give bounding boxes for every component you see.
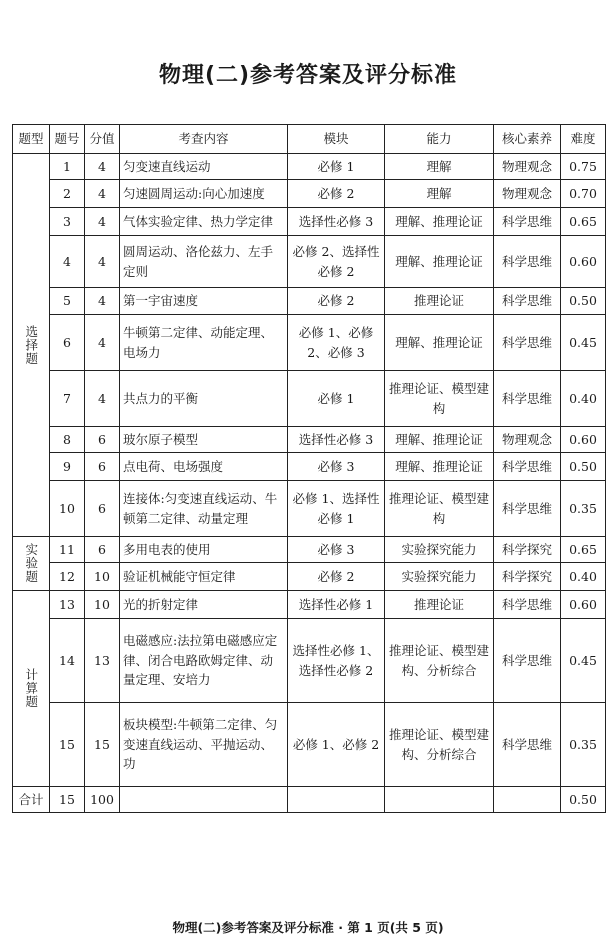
question-module: 必修 1、选择性必修 1 xyxy=(288,481,385,537)
question-module: 必修 2 xyxy=(288,288,385,315)
question-difficulty: 0.60 xyxy=(561,591,606,619)
question-score: 6 xyxy=(85,427,120,453)
question-number: 14 xyxy=(50,619,85,703)
question-literacy: 科学思维 xyxy=(494,619,561,703)
question-number: 13 xyxy=(50,591,85,619)
question-number: 7 xyxy=(50,371,85,427)
question-content: 玻尔原子模型 xyxy=(120,427,288,453)
question-content: 连接体:匀变速直线运动、牛顿第二定律、动量定理 xyxy=(120,481,288,537)
page-title: 物理(二)参考答案及评分标准 xyxy=(158,63,458,88)
question-module: 必修 2 xyxy=(288,563,385,591)
total-score: 100 xyxy=(85,787,120,813)
total-row xyxy=(13,787,606,813)
question-content: 光的折射定律 xyxy=(120,591,288,619)
table-row xyxy=(13,563,606,591)
question-content: 匀变速直线运动 xyxy=(120,154,288,180)
question-content: 多用电表的使用 xyxy=(120,537,288,563)
scoring-table xyxy=(12,124,606,813)
question-module: 选择性必修 1 xyxy=(288,591,385,619)
question-content: 验证机械能守恒定律 xyxy=(120,563,288,591)
table-row xyxy=(13,427,606,453)
table-row xyxy=(13,481,606,537)
question-literacy: 科学思维 xyxy=(494,208,561,236)
question-score: 4 xyxy=(85,288,120,315)
question-ability: 实验探究能力 xyxy=(385,537,494,563)
question-ability: 理解、推理论证 xyxy=(385,427,494,453)
question-number: 12 xyxy=(50,563,85,591)
table-row xyxy=(13,453,606,481)
question-number: 9 xyxy=(50,453,85,481)
total-difficulty: 0.50 xyxy=(561,787,606,813)
question-score: 4 xyxy=(85,154,120,180)
question-literacy: 物理观念 xyxy=(494,427,561,453)
total-module xyxy=(288,787,385,813)
question-difficulty: 0.50 xyxy=(561,288,606,315)
question-number: 5 xyxy=(50,288,85,315)
question-number: 2 xyxy=(50,180,85,208)
table-header-row xyxy=(13,125,606,154)
question-content: 气体实验定律、热力学定律 xyxy=(120,208,288,236)
question-number: 8 xyxy=(50,427,85,453)
header-type: 题型 xyxy=(13,125,50,154)
page-footer: 物理(二)参考答案及评分标准 · 第 1 页(共 5 页) xyxy=(172,920,444,935)
question-module: 选择性必修 1、选择性必修 2 xyxy=(288,619,385,703)
question-ability: 推理论证、模型建构、分析综合 xyxy=(385,619,494,703)
question-difficulty: 0.45 xyxy=(561,619,606,703)
question-module: 选择性必修 3 xyxy=(288,208,385,236)
question-number: 11 xyxy=(50,537,85,563)
header-content: 考查内容 xyxy=(120,125,288,154)
question-literacy: 科学思维 xyxy=(494,236,561,288)
total-label: 合计 xyxy=(13,787,50,813)
total-ability xyxy=(385,787,494,813)
question-module: 选择性必修 3 xyxy=(288,427,385,453)
question-module: 必修 3 xyxy=(288,453,385,481)
question-literacy: 物理观念 xyxy=(494,154,561,180)
question-score: 6 xyxy=(85,537,120,563)
question-difficulty: 0.60 xyxy=(561,236,606,288)
question-score: 6 xyxy=(85,453,120,481)
question-literacy: 科学思维 xyxy=(494,288,561,315)
table-row xyxy=(13,180,606,208)
question-content: 共点力的平衡 xyxy=(120,371,288,427)
table-row xyxy=(13,371,606,427)
question-score: 6 xyxy=(85,481,120,537)
table-row xyxy=(13,208,606,236)
question-module: 必修 3 xyxy=(288,537,385,563)
total-content xyxy=(120,787,288,813)
table-row xyxy=(13,236,606,288)
header-module: 模块 xyxy=(288,125,385,154)
question-content: 圆周运动、洛伦兹力、左手定则 xyxy=(120,236,288,288)
question-difficulty: 0.35 xyxy=(561,703,606,787)
table-row xyxy=(13,591,606,619)
question-number: 4 xyxy=(50,236,85,288)
question-literacy: 科学思维 xyxy=(494,703,561,787)
question-module: 必修 1、必修 2、必修 3 xyxy=(288,315,385,371)
question-ability: 实验探究能力 xyxy=(385,563,494,591)
question-number: 3 xyxy=(50,208,85,236)
question-difficulty: 0.75 xyxy=(561,154,606,180)
question-difficulty: 0.40 xyxy=(561,371,606,427)
question-literacy: 科学探究 xyxy=(494,563,561,591)
question-score: 4 xyxy=(85,180,120,208)
table-row xyxy=(13,703,606,787)
question-score: 4 xyxy=(85,236,120,288)
question-difficulty: 0.35 xyxy=(561,481,606,537)
question-module: 必修 2、选择性必修 2 xyxy=(288,236,385,288)
question-ability: 理解、推理论证 xyxy=(385,453,494,481)
question-module: 必修 1、必修 2 xyxy=(288,703,385,787)
question-literacy: 科学思维 xyxy=(494,453,561,481)
question-ability: 推理论证 xyxy=(385,288,494,315)
header-score: 分值 xyxy=(85,125,120,154)
question-difficulty: 0.60 xyxy=(561,427,606,453)
total-count: 15 xyxy=(50,787,85,813)
header-literacy: 核心素养 xyxy=(494,125,561,154)
question-ability: 推理论证 xyxy=(385,591,494,619)
question-ability: 推理论证、模型建构 xyxy=(385,371,494,427)
table-row xyxy=(13,537,606,563)
question-difficulty: 0.45 xyxy=(561,315,606,371)
header-ability: 能力 xyxy=(385,125,494,154)
question-literacy: 科学思维 xyxy=(494,315,561,371)
question-number: 6 xyxy=(50,315,85,371)
question-number: 10 xyxy=(50,481,85,537)
table-row xyxy=(13,315,606,371)
table-row xyxy=(13,619,606,703)
question-content: 匀速圆周运动:向心加速度 xyxy=(120,180,288,208)
question-content: 板块模型:牛顿第二定律、匀变速直线运动、平抛运动、功 xyxy=(120,703,288,787)
question-difficulty: 0.40 xyxy=(561,563,606,591)
question-ability: 理解 xyxy=(385,154,494,180)
question-content: 第一宇宙速度 xyxy=(120,288,288,315)
question-difficulty: 0.65 xyxy=(561,208,606,236)
question-content: 点电荷、电场强度 xyxy=(120,453,288,481)
question-content: 牛顿第二定律、动能定理、电场力 xyxy=(120,315,288,371)
question-number: 1 xyxy=(50,154,85,180)
question-literacy: 物理观念 xyxy=(494,180,561,208)
question-module: 必修 2 xyxy=(288,180,385,208)
question-literacy: 科学探究 xyxy=(494,537,561,563)
question-literacy: 科学思维 xyxy=(494,481,561,537)
question-score: 15 xyxy=(85,703,120,787)
question-type-cell: 计算题 xyxy=(13,591,50,787)
question-type-cell: 选择题 xyxy=(13,154,50,537)
question-module: 必修 1 xyxy=(288,371,385,427)
header-number: 题号 xyxy=(50,125,85,154)
question-literacy: 科学思维 xyxy=(494,371,561,427)
table-row xyxy=(13,154,606,180)
question-literacy: 科学思维 xyxy=(494,591,561,619)
question-ability: 理解 xyxy=(385,180,494,208)
table-row xyxy=(13,288,606,315)
question-difficulty: 0.50 xyxy=(561,453,606,481)
question-number: 15 xyxy=(50,703,85,787)
question-ability: 理解、推理论证 xyxy=(385,315,494,371)
question-ability: 推理论证、模型建构、分析综合 xyxy=(385,703,494,787)
question-type-cell: 实验题 xyxy=(13,537,50,591)
question-difficulty: 0.65 xyxy=(561,537,606,563)
question-score: 4 xyxy=(85,208,120,236)
question-ability: 推理论证、模型建构 xyxy=(385,481,494,537)
question-ability: 理解、推理论证 xyxy=(385,236,494,288)
question-score: 4 xyxy=(85,315,120,371)
total-literacy xyxy=(494,787,561,813)
question-content: 电磁感应:法拉第电磁感应定律、闭合电路欧姆定律、动量定理、安培力 xyxy=(120,619,288,703)
question-score: 13 xyxy=(85,619,120,703)
question-module: 必修 1 xyxy=(288,154,385,180)
question-score: 10 xyxy=(85,591,120,619)
question-ability: 理解、推理论证 xyxy=(385,208,494,236)
question-score: 10 xyxy=(85,563,120,591)
question-score: 4 xyxy=(85,371,120,427)
header-difficulty: 难度 xyxy=(561,125,606,154)
question-difficulty: 0.70 xyxy=(561,180,606,208)
